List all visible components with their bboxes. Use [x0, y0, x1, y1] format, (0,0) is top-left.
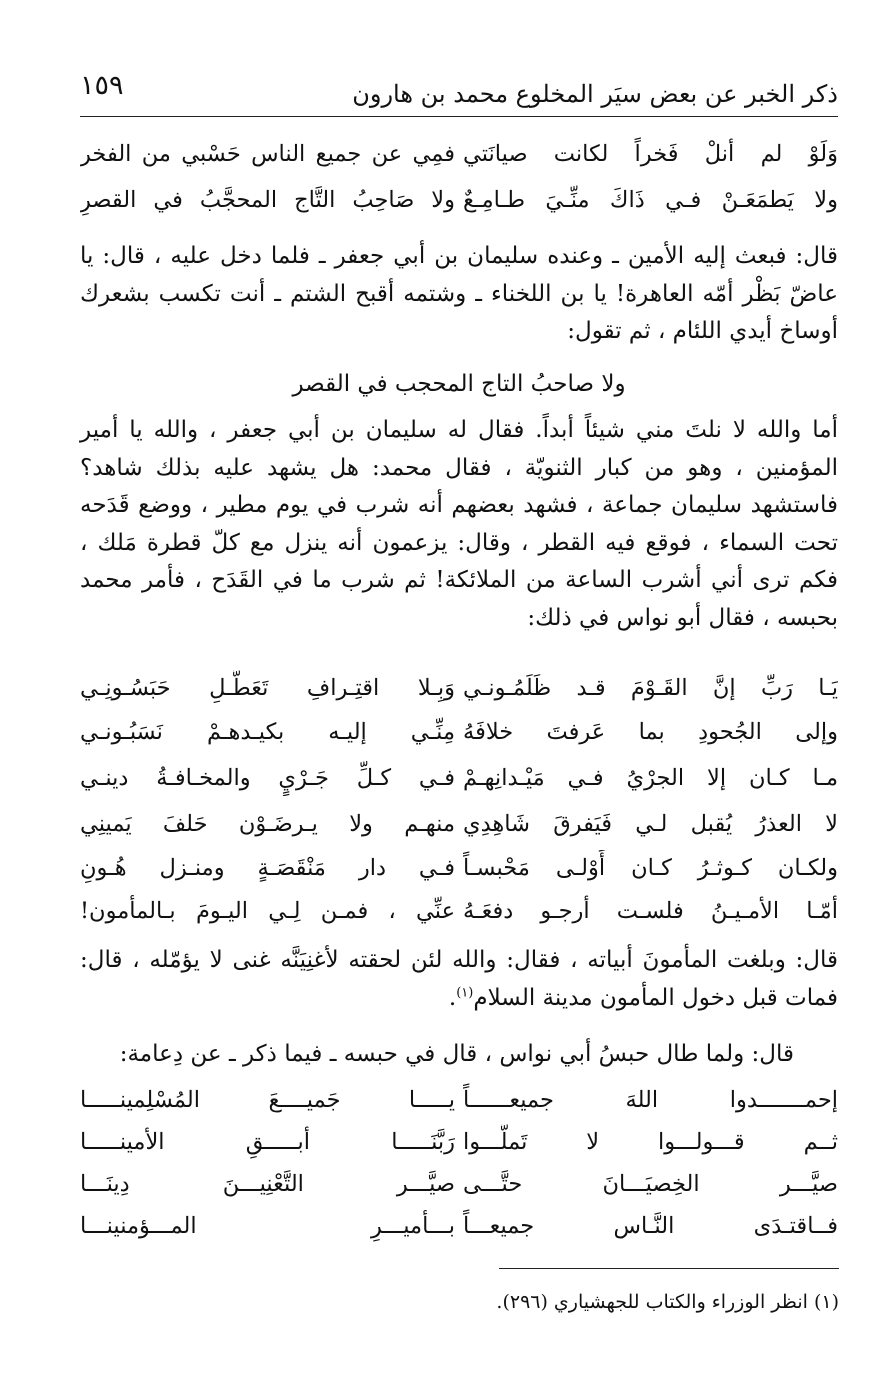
verse-second-hemistich: فـي كـلِّ جَـرْيٍ والمخـافـةُ دينـي	[80, 765, 455, 791]
verse-first-hemistich: وإلى الجُحودِ بما عَرفتَ خلافَهُ	[463, 719, 838, 745]
verse-line	[80, 714, 838, 750]
verse-first-hemistich: ثــم قـــولـــوا لا تَملُّـــوا	[463, 1129, 838, 1155]
verse-first-hemistich: أمّـا الأمـيـنُ فلسـت أرجـو دفعَـهُ	[463, 898, 838, 924]
verse-first-hemistich: لا العذرُ يُقبل لـي فَيَفرقَ شَاهِدِي	[463, 811, 838, 837]
paragraph-text: قال: وبلغت المأمونَ أبياته ، فقال: والله لئن لحقته لأغنِيَنَّه غنى لا يؤمّله ، قال: فمات قبل دخول المأمون مدينة السلام	[80, 947, 838, 1011]
verse-first-hemistich: يَـا رَبِّ إنَّ القَـوْمَ قـد ظَلَمُـونـي	[463, 675, 838, 701]
footnote: (١) انظر الوزراء والكتاب للجهشياري (٢٩٦).	[496, 1291, 839, 1313]
verse-second-hemistich: صيَّـــر التَّعْنِيـــنَ دِينَـــا	[80, 1171, 455, 1197]
verse-first-hemistich: وَلَوْ لم أنلْ فَخراً لكانت صيانَتي	[463, 141, 838, 167]
verse-first-hemistich: إحمـــــــدوا اللهَ جميعــــــاً	[463, 1087, 838, 1113]
footnote-reference: (١)	[456, 984, 474, 1000]
verse-second-hemistich: بـــأميـــرِ المـــؤمنينـــا	[80, 1213, 455, 1239]
verse-line	[80, 136, 838, 172]
verse-second-hemistich: فـي دار مَنْقَصَـةٍ ومنـزل هُـونِ	[80, 855, 455, 881]
verse-second-hemistich: وَبِـلا اقتِـرافِ تَعَطُّـلِ حَبَسُـونِـي	[80, 675, 455, 701]
verse-line	[80, 806, 838, 842]
paragraph: أما والله لا نلتَ مني شيئاً أبداً. فقال له سليمان بن أبي جعفر ، والله يا أمير المؤمنين ، وهو من كبار الثنويّة ، فقال محمد: هل يشهد عليه بذلك شاهد؟ فاستشهد سليمان جماعة ، فشهد بعضهم أنه شرب في يوم مطير ، ووضع قَدَحه تحت السماء ، فوقع فيه القطر ، وقال: يزعمون أنه ينزل مع كلّ قطرة مَلك ، فكم ترى أني أشرب الساعة من الملائكة! ثم شرب ما في القَدَح ، فأمر محمد بحبسه ، فقال أبو نواس في ذلك:	[80, 417, 838, 631]
verse-line	[80, 893, 838, 929]
verse-line	[80, 760, 838, 796]
verse-line	[80, 1082, 838, 1118]
page-number: ١٥٩	[80, 70, 124, 101]
verse-line	[80, 1208, 838, 1244]
quoted-verse: ولا صاحبُ التاج المحجب في القصر	[292, 371, 626, 397]
verse-second-hemistich: رَبَّنَـــــا أبـــــقِ الأمينـــــا	[80, 1129, 455, 1155]
verse-line	[80, 182, 838, 218]
verse-first-hemistich: صيَّـــر الخِصيَـــانَ حتَّـــى	[463, 1171, 838, 1197]
footnote-rule	[499, 1268, 839, 1269]
paragraph: قال: فبعث إليه الأمين ـ وعنده سليمان بن أبي جعفر ـ فلما دخل عليه ، قال: يا عاضّ بَظْر أمّه العاهرة! يا بن اللخناء ـ وشتمه أقبح الشتم ـ أنت تكسب بشعرك أوساخ أيدي اللئام ، ثم تقول:	[80, 243, 838, 344]
running-title: ذكر الخبر عن بعض سيَر المخلوع محمد بن هارون	[352, 80, 838, 108]
verse-second-hemistich: يـــــا جَميــــعَ المُسْلِمينـــــا	[80, 1087, 455, 1113]
paragraph: قال: ولما طال حبسُ أبي نواس ، قال في حبسه ـ فيما ذكر ـ عن دِعامة:	[119, 1041, 794, 1067]
verse-line	[80, 1166, 838, 1202]
verse-line	[80, 670, 838, 706]
verse-first-hemistich: فــاقتـدَى النَّـاس جميعـــاً	[463, 1213, 838, 1239]
verse-second-hemistich: ولا صَاحِبُ التَّاج المحجَّبُ في القصرِ	[80, 187, 455, 213]
header-rule	[80, 116, 838, 117]
verse-first-hemistich: ولا يَطمَعَـنْ فـي ذَاكَ منِّـيَ طـامِـعٌ	[463, 187, 838, 213]
verse-second-hemistich: عنِّي ، فمـن لِـي اليـومَ بـالمأمون!	[80, 898, 455, 924]
paragraph	[80, 942, 838, 1017]
verse-line	[80, 1124, 838, 1160]
verse-second-hemistich: منهـم ولا يـرضَـوْن حَلفَ يَمينِي	[80, 811, 455, 837]
verse-second-hemistich: مِنِّـي إليـه بكيـدهـمْ نَسَبُـونـي	[80, 719, 455, 745]
verse-second-hemistich: فمِي عن جميع الناس حَسْبي من الفخر	[80, 141, 455, 167]
verse-first-hemistich: ولكـان كـوثـرُ كـان أَوْلـى مَحْبسـاً	[463, 855, 838, 881]
verse-line	[80, 850, 838, 886]
running-head	[80, 70, 838, 114]
verse-first-hemistich: مـا كـان إلا الجرْيُ فـي مَيْـدانِهـمْ	[463, 765, 838, 791]
paragraph-end: .	[448, 984, 457, 1011]
